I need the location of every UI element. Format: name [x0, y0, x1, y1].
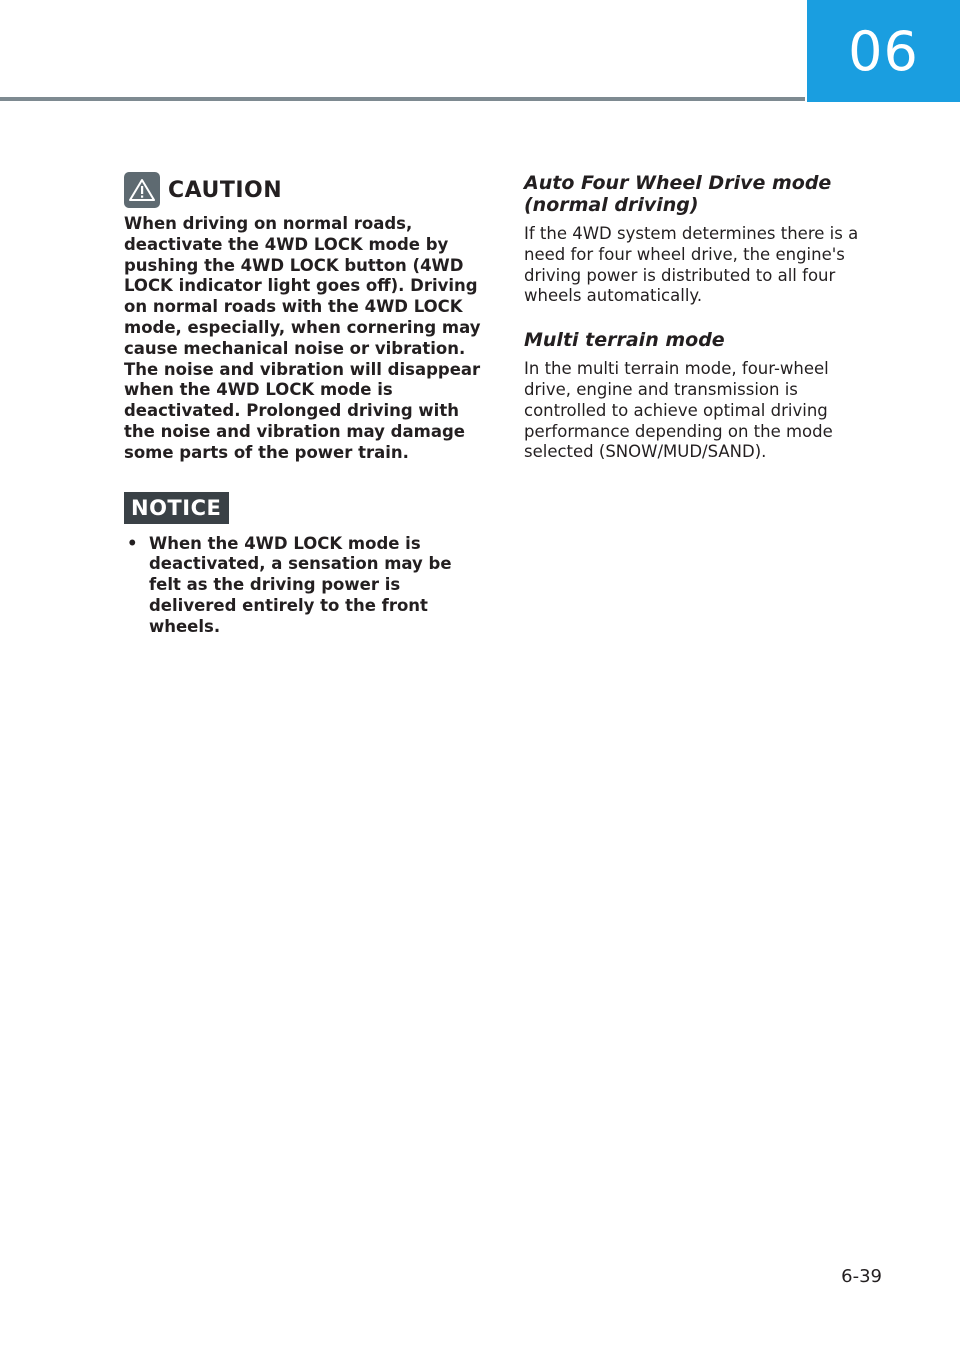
bullet-icon: •: [127, 533, 138, 553]
notice-item: [124, 534, 486, 638]
left-column: [124, 170, 486, 638]
chapter-number: 06: [848, 19, 919, 83]
section-auto-4wd: [524, 172, 880, 307]
section-body: In the multi terrain mode, four-wheel drive, engine and transmission is controlled to achieve optimal driving performance depending on the mode selected (SNOW/MUD/SAND).: [524, 359, 833, 462]
notice-item-text: When the 4WD LOCK mode is deactivated, a sensation may be felt as the driving power is delivered entirely to the front wheels.: [149, 533, 452, 636]
warning-triangle-icon: [124, 172, 160, 208]
page-number: 6-39: [841, 1266, 882, 1287]
section-title: Auto Four Wheel Drive mode (normal driving): [524, 172, 832, 216]
section-title: Multi terrain mode: [524, 329, 725, 352]
notice-list: [124, 534, 486, 638]
caution-title: CAUTION: [168, 177, 283, 203]
caution-header: [124, 170, 486, 210]
section-multi-terrain: [524, 329, 880, 463]
notice-label: NOTICE: [124, 492, 229, 524]
caution-text: When driving on normal roads, deactivate the 4WD LOCK mode by pushing the 4WD LOCK button (4WD LOCK indicator light goes off). Driving on normal roads with the 4WD LOCK mode, especially, when cornering may cause mechanical noise or vibration. The noise and vibration will disappear when the 4WD LOCK mode is deactivated. Prolonged driving with the noise and vibration may damage some parts of the power train.: [124, 214, 481, 462]
section-body: If the 4WD system determines there is a need for four wheel drive, the engine's driving power is distributed to all four wheels automatically.: [524, 224, 859, 306]
right-column: [524, 172, 880, 463]
notice-box: [124, 464, 486, 638]
header-divider: [0, 97, 805, 101]
chapter-tab: [807, 0, 960, 102]
caution-box: [124, 170, 486, 464]
